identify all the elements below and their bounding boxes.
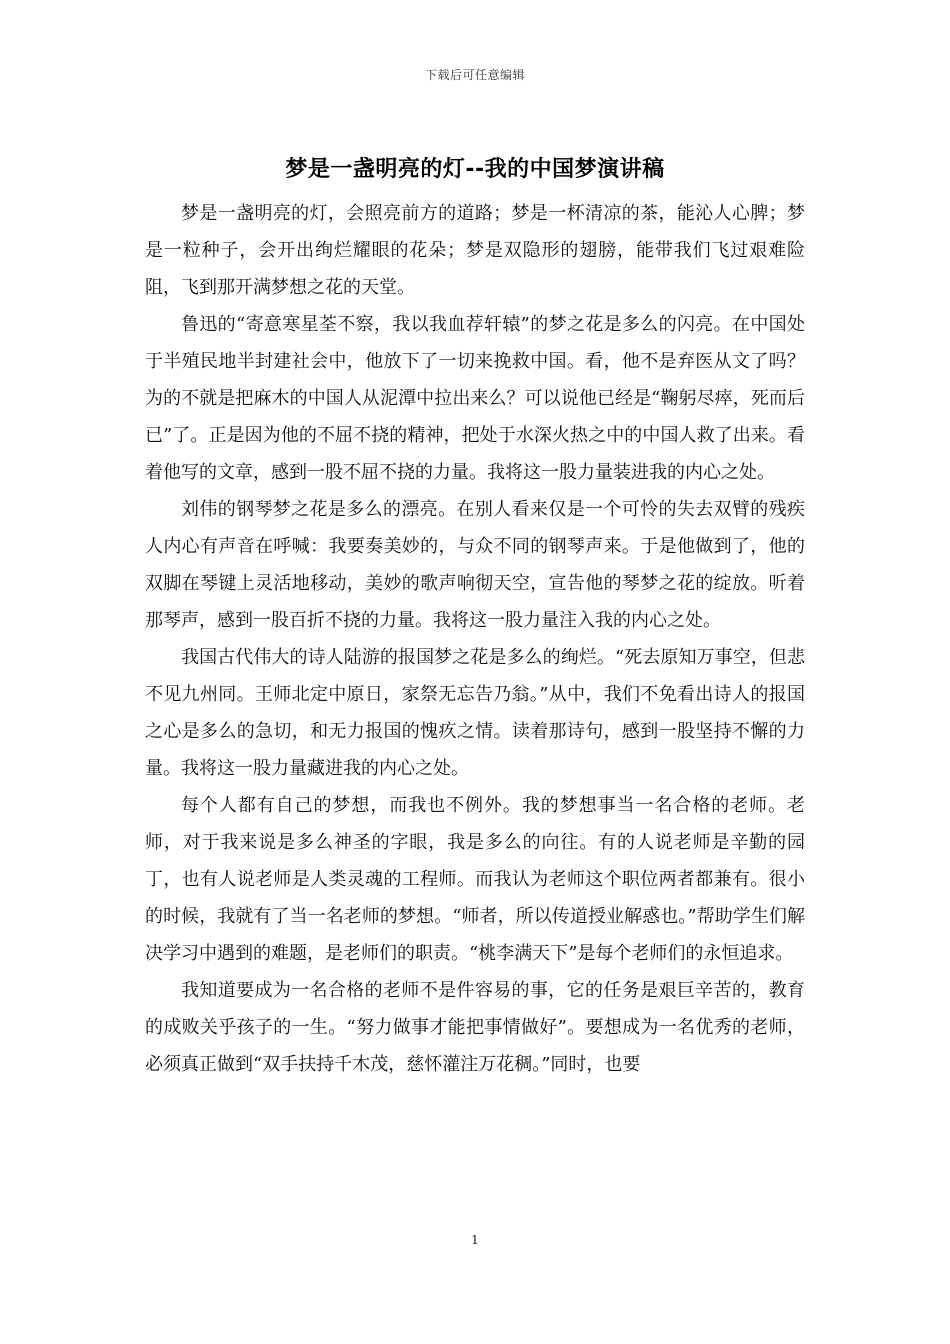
document-body <box>145 195 805 1083</box>
paragraph-1: 梦是一盏明亮的灯，会照亮前方的道路；梦是一杯清凉的茶，能沁人心脾；梦是一粒种子，会开出绚烂耀眼的花朵；梦是双隐形的翅膀，能带我们飞过艰难险阻，飞到那开满梦想之花的天堂。 <box>145 203 805 298</box>
paragraph-2: 鲁迅的“寄意寒星荃不察，我以我血荐轩辕”的梦之花是多么的闪亮。在中国处于半殖民地半封建社会中，他放下了一切来挽救中国。看，他不是弃医从文了吗？为的不就是把麻木的中国人从泥潭中拉出来么？可以说他已经是“鞠躬尽瘁，死而后已”了。正是因为他的不屈不挠的精神，把处于水深火热之中的中国人救了出来。看着他写的文章，感到一股不屈不挠的力量。我将这一股力量装进我的内心之处。 <box>145 314 805 483</box>
paragraph-6: 我知道要成为一名合格的老师不是件容易的事，它的任务是艰巨辛苦的，教育的成败关乎孩子的一生。“努力做事才能把事情做好”。要想成为一名优秀的老师，必须真正做到“双手扶持千木茂，慈怀灌注万花稠。”同时，也要 <box>145 980 805 1075</box>
paragraph-3: 刘伟的钢琴梦之花是多么的漂亮。在别人看来仅是一个可怜的失去双臂的残疾人内心有声音在呼喊：我要奏美妙的，与众不同的钢琴声来。于是他做到了，他的双脚在琴键上灵活地移动，美妙的歌声响彻天空，宣告他的琴梦之花的绽放。听着那琴声，感到一股百折不挠的力量。我将这一股力量注入我的内心之处。 <box>145 499 805 631</box>
page-header: 下载后可任意编辑 <box>424 68 525 82</box>
page-number: 1 <box>471 1233 479 1247</box>
paragraph-5: 每个人都有自己的梦想，而我也不例外。我的梦想事当一名合格的老师。老师，对于我来说是多么神圣的字眼，我是多么的向往。有的人说老师是辛勤的园丁，也有人说老师是人类灵魂的工程师。而我认为老师这个职位两者都兼有。很小的时候，我就有了当一名老师的梦想。“师者，所以传道授业解惑也。”帮助学生们解决学习中遇到的难题，是老师们的职责。“桃李满天下”是每个老师们的永恒追求。 <box>145 795 805 964</box>
paragraph-4: 我国古代伟大的诗人陆游的报国梦之花是多么的绚烂。“死去原知万事空，但悲不见九州同。王师北定中原日，家祭无忘告乃翁。”从中，我们不免看出诗人的报国之心是多么的急切，和无力报国的愧疚之情。读着那诗句，感到一股坚持不懈的力量。我将这一股力量藏进我的内心之处。 <box>145 647 805 779</box>
document-title: 梦是一盏明亮的灯--我的中国梦演讲稿 <box>285 157 665 182</box>
